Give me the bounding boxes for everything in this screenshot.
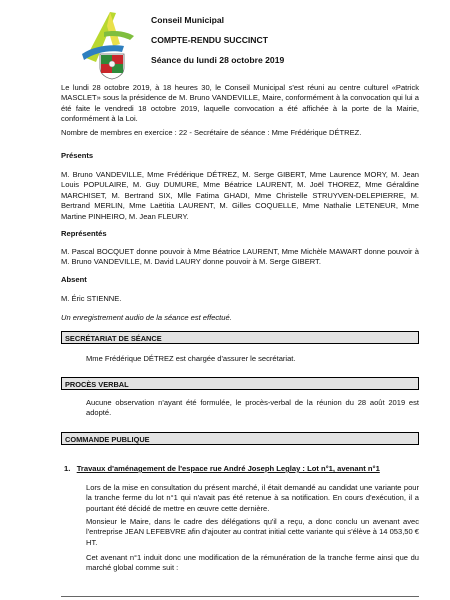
item-1-heading	[64, 464, 380, 473]
absent-list: M. Éric STIENNE.	[61, 294, 122, 303]
item-1-title: Travaux d'aménagement de l'espace rue André Joseph Leglay : Lot n°1, avenant n°1	[76, 464, 380, 473]
session-date: Séance du lundi 28 octobre 2019	[151, 55, 285, 65]
absent-heading: Absent	[61, 275, 87, 284]
item-1-paragraph-1: Lors de la mise en consultation du présent marché, il était demandé au candidat une variante pour la tranche ferme du lot n°1 qui n'avait pas été retenue à sa notification. En cours d'exécution, il a pourtant été décidé de mettre en œuvre cette dernière.	[86, 483, 419, 513]
representes-list: M. Pascal BOCQUET donne pouvoir à Mme Béatrice LAURENT, Mme Michèle MAWART donne pouvoir à M. Bruno VANDEVILLE, M. David LAURY donne pouvoir à M. Serge GIBERT.	[61, 247, 419, 267]
item-1-number: 1.	[64, 464, 71, 473]
secretariat-text: Mme Frédérique DÉTREZ est chargée d'assurer le secrétariat.	[86, 354, 296, 363]
intro-paragraph: Le lundi 28 octobre 2019, à 18 heures 30, le Conseil Municipal s'est réuni au centre culturel «Patrick MASCLET» sous la présidence de M. Bruno VANDEVILLE, Maire, conformément à la convocation qui lui a été faite le vendredi 18 octobre 2019, laquelle convocation a été affichée à la porte de la Mairie, conformément à la Loi.	[61, 83, 419, 124]
proces-text: Aucune observation n'ayant été formulée, le procès-verbal de la réunion du 28 août 2019 est adopté.	[86, 398, 419, 418]
council-name: Conseil Municipal	[151, 15, 225, 25]
document-title: COMPTE-RENDU SUCCINCT	[151, 35, 268, 45]
presents-heading: Présents	[61, 151, 94, 160]
section-title-secretariat: SECRÉTARIAT DE SÉANCE	[65, 333, 162, 343]
item-1-paragraph-2: Monsieur le Maire, dans le cadre des délégations qu'il a reçu, a donc conclu un avenant avec l'entreprise JEAN LEFEBVRE afin d'ajouter au contrat initial cette variante qui s'élève à 14 053,50 € HT.	[86, 517, 419, 547]
page-bottom-rule	[61, 596, 419, 597]
representes-heading: Représentés	[61, 229, 107, 238]
item-1-paragraph-3: Cet avenant n°1 induit donc une modification de la rémunération de la tranche ferme ainsi que du marché global comme suit :	[86, 553, 419, 573]
audio-note: Un enregistrement audio de la séance est effectué.	[61, 313, 232, 322]
section-bar-secretariat	[61, 331, 419, 344]
section-bar-proces	[61, 377, 419, 390]
section-title-proces: PROCÈS VERBAL	[65, 379, 129, 389]
section-bar-commande	[61, 432, 419, 445]
municipal-logo	[80, 10, 138, 80]
section-title-commande: COMMANDE PUBLIQUE	[65, 434, 150, 444]
members-line: Nombre de membres en exercice : 22 - Secrétaire de séance : Mme Frédérique DÉTREZ.	[61, 128, 362, 137]
presents-list: M. Bruno VANDEVILLE, Mme Frédérique DÉTREZ, M. Serge GIBERT, Mme Laurence MORY, M. Jean Louis POPULAIRE, M. Guy DUMURE, Mme Béatrice LAURENT, M. Joël THOREZ, Mme Géraldine MARCHISET, M. Bertrand SIX, Mlle Fatima GHADI, Mme Christelle STRUYVEN-DELEPIERRE, M. Bertrand MERLIN, Mme Laëtitia LAURENT, M. Gilles COQUELLE, Mme Nathalie LETENEUR, Mme Martine PINHEIRO, M. Jean FLEURY.	[61, 170, 419, 221]
